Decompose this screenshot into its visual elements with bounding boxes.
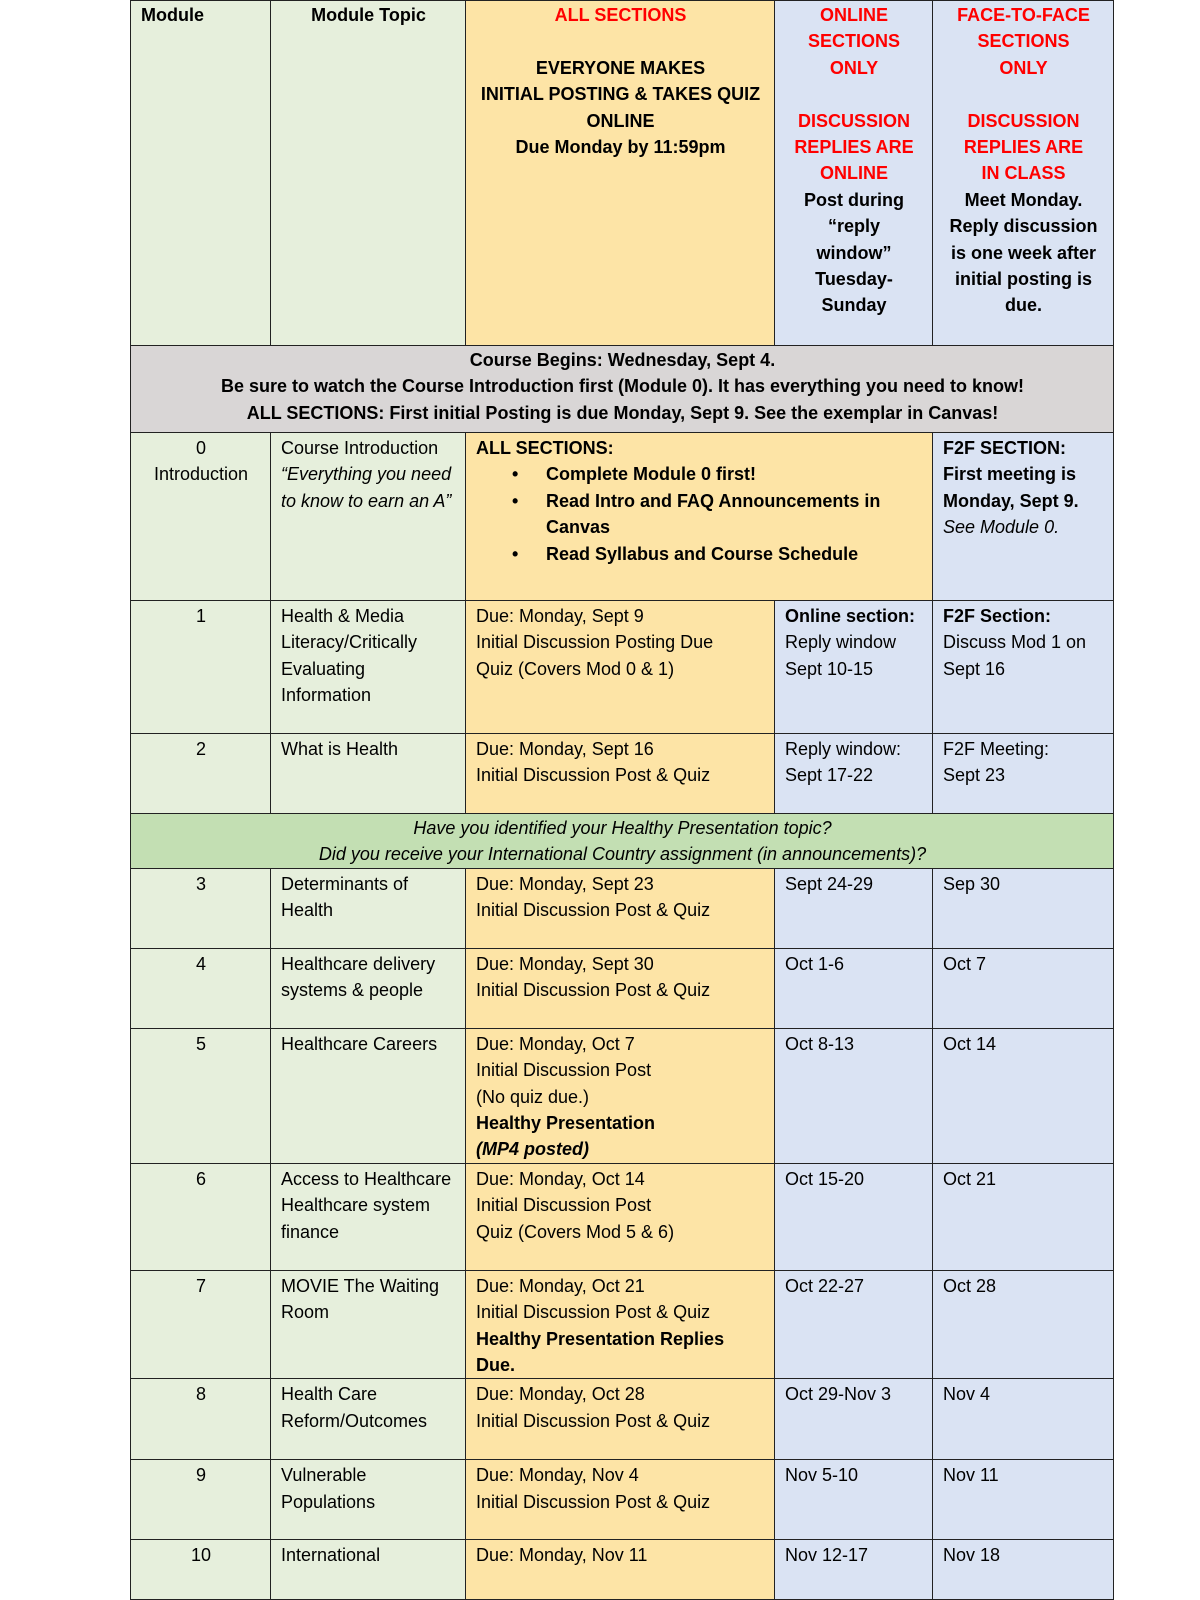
module-7-row xyxy=(131,1270,1114,1379)
online-reply-window: Oct 22-27 xyxy=(775,1270,933,1379)
online-reply-window: Oct 1-6 xyxy=(775,948,933,1028)
all-sections-due: Due: Monday, Sept 23 Initial Discussion Post & Quiz xyxy=(466,868,775,948)
f2f-meeting: Oct 14 xyxy=(933,1028,1114,1163)
f2f-meeting: Oct 28 xyxy=(933,1270,1114,1379)
module-number: 6 xyxy=(131,1163,271,1270)
module-number: 7 xyxy=(131,1270,271,1379)
all-sections-due: Due: Monday, Sept 9 Initial Discussion Posting Due Quiz (Covers Mod 0 & 1) xyxy=(466,601,775,734)
module-topic: Course Introduction “Everything you need to know to earn an A” xyxy=(271,433,466,601)
module-9-row xyxy=(131,1460,1114,1540)
online-reply-window: Sept 24-29 xyxy=(775,868,933,948)
module-topic: Access to Healthcare Healthcare system finance xyxy=(271,1163,466,1270)
f2f-meeting: F2F Meeting: Sept 23 xyxy=(933,734,1114,814)
reminder-cell: Have you identified your Healthy Presentation topic? Did you receive your International Country assignment (in announcements)? xyxy=(131,814,1114,869)
header-online-sections: ONLINE SECTIONS ONLY DISCUSSION REPLIES ARE ONLINE Post during “reply window” Tuesday- Sunday xyxy=(775,1,933,346)
all-sections-instructions: ALL SECTIONS: • Complete Module 0 first! • Read Intro and FAQ Announcements in Canvas • Read Syllabus and Course Schedule xyxy=(466,433,933,601)
f2f-meeting: Nov 4 xyxy=(933,1379,1114,1460)
module-topic: Determinants of Health xyxy=(271,868,466,948)
f2f-meeting: F2F Section: Discuss Mod 1 on Sept 16 xyxy=(933,601,1114,734)
module-topic: What is Health xyxy=(271,734,466,814)
online-reply-window: Online section: Reply window Sept 10-15 xyxy=(775,601,933,734)
header-row xyxy=(131,1,1114,346)
f2f-meeting: Sep 30 xyxy=(933,868,1114,948)
module-number: 10 xyxy=(131,1540,271,1600)
all-sections-due: Due: Monday, Nov 4 Initial Discussion Post & Quiz xyxy=(466,1460,775,1540)
module-8-row xyxy=(131,1379,1114,1460)
header-module: Module xyxy=(131,1,271,346)
online-reply-window: Nov 5-10 xyxy=(775,1460,933,1540)
f2f-meeting: Nov 18 xyxy=(933,1540,1114,1600)
f2f-meeting: Oct 7 xyxy=(933,948,1114,1028)
module-number: 5 xyxy=(131,1028,271,1163)
all-sections-due: Due: Monday, Sept 16 Initial Discussion Post & Quiz xyxy=(466,734,775,814)
all-sections-due: Due: Monday, Oct 28 Initial Discussion Post & Quiz xyxy=(466,1379,775,1460)
f2f-first-meeting: F2F SECTION: First meeting is Monday, Sept 9. See Module 0. xyxy=(933,433,1114,601)
header-all-sections: ALL SECTIONS EVERYONE MAKES INITIAL POSTING & TAKES QUIZ ONLINE Due Monday by 11:59pm xyxy=(466,1,775,346)
module-4-row xyxy=(131,948,1114,1028)
module-topic: Healthcare Careers xyxy=(271,1028,466,1163)
module-topic: Health Care Reform/Outcomes xyxy=(271,1379,466,1460)
module-6-row xyxy=(131,1163,1114,1270)
module-0-row xyxy=(131,433,1114,601)
module-1-row xyxy=(131,601,1114,734)
list-item: • Complete Module 0 first! xyxy=(546,461,923,487)
all-sections-due: Due: Monday, Nov 11 xyxy=(466,1540,775,1600)
all-sections-due: Due: Monday, Sept 30 Initial Discussion Post & Quiz xyxy=(466,948,775,1028)
f2f-meeting: Nov 11 xyxy=(933,1460,1114,1540)
all-sections-due: Due: Monday, Oct 14 Initial Discussion Post Quiz (Covers Mod 5 & 6) xyxy=(466,1163,775,1270)
header-f2f-sections: FACE-TO-FACE SECTIONS ONLY DISCUSSION REPLIES ARE IN CLASS Meet Monday. Reply discussion is one week after initial posting is due. xyxy=(933,1,1114,346)
reminder-banner xyxy=(131,814,1114,869)
online-reply-window: Oct 29-Nov 3 xyxy=(775,1379,933,1460)
all-sections-due: Due: Monday, Oct 7 Initial Discussion Post (No quiz due.) Healthy Presentation (MP4 posted) xyxy=(466,1028,775,1163)
module-number: 0 Introduction xyxy=(131,433,271,601)
module-number: 9 xyxy=(131,1460,271,1540)
online-reply-window: Nov 12-17 xyxy=(775,1540,933,1600)
online-reply-window: Oct 8-13 xyxy=(775,1028,933,1163)
module-number: 3 xyxy=(131,868,271,948)
f2f-meeting: Oct 21 xyxy=(933,1163,1114,1270)
online-reply-window: Oct 15-20 xyxy=(775,1163,933,1270)
header-module-topic: Module Topic xyxy=(271,1,466,346)
module-topic: Healthcare delivery systems & people xyxy=(271,948,466,1028)
module-number: 1 xyxy=(131,601,271,734)
module-number: 2 xyxy=(131,734,271,814)
module-number: 4 xyxy=(131,948,271,1028)
list-item: • Read Intro and FAQ Announcements in Canvas xyxy=(546,488,923,541)
module-topic: Vulnerable Populations xyxy=(271,1460,466,1540)
course-schedule-table xyxy=(130,0,1114,1600)
online-reply-window: Reply window: Sept 17-22 xyxy=(775,734,933,814)
instruction-list xyxy=(476,461,923,567)
course-begins-banner xyxy=(131,346,1114,433)
all-sections-due: Due: Monday, Oct 21 Initial Discussion Post & Quiz Healthy Presentation Replies Due. xyxy=(466,1270,775,1379)
list-item: • Read Syllabus and Course Schedule xyxy=(546,541,923,567)
module-topic: MOVIE The Waiting Room xyxy=(271,1270,466,1379)
course-begins-cell: Course Begins: Wednesday, Sept 4. Be sure to watch the Course Introduction first (Module 0). It has everything you need to know! ALL SECTIONS: First initial Posting is due Monday, Sept 9. See the exemplar in Canvas! xyxy=(131,346,1114,433)
module-topic: International xyxy=(271,1540,466,1600)
module-10-row xyxy=(131,1540,1114,1600)
module-2-row xyxy=(131,734,1114,814)
module-topic: Health & Media Literacy/Critically Evaluating Information xyxy=(271,601,466,734)
module-number: 8 xyxy=(131,1379,271,1460)
module-3-row xyxy=(131,868,1114,948)
module-5-row xyxy=(131,1028,1114,1163)
